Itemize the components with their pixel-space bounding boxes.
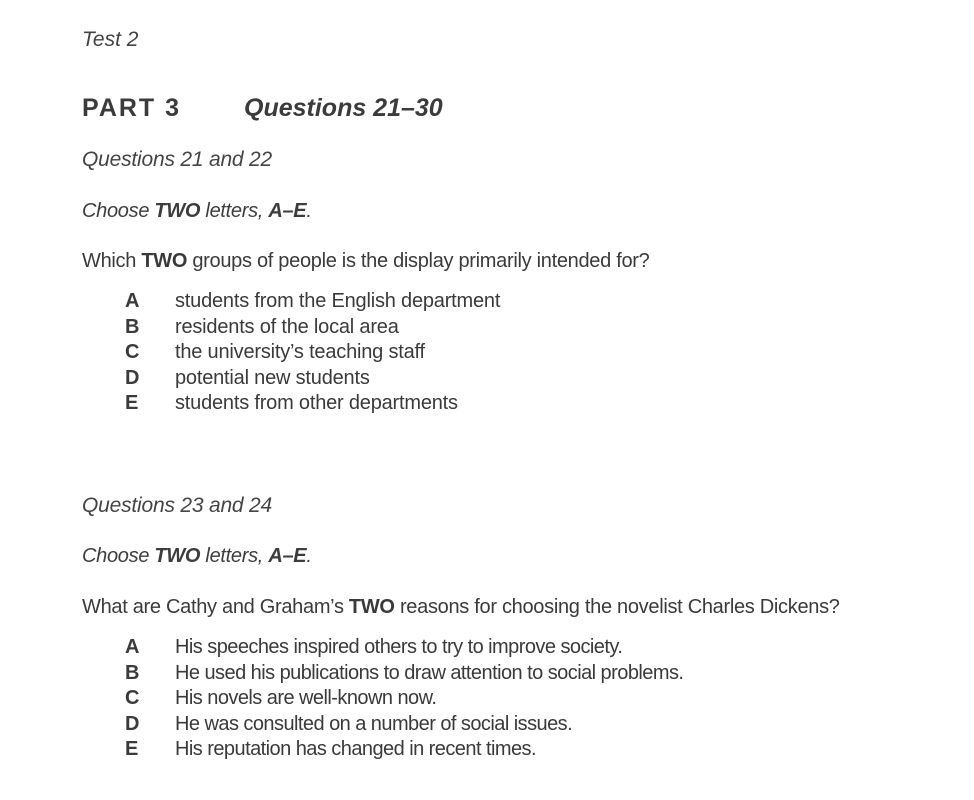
option-letter: B [125, 315, 140, 338]
option-letter: C [125, 687, 140, 709]
option-text: students from the English department [175, 290, 501, 312]
answer-option-c[interactable] [125, 340, 500, 366]
answer-option-e[interactable] [125, 391, 500, 417]
option-letter: A [125, 290, 140, 312]
answer-option-e[interactable] [125, 737, 683, 763]
option-letter: B [125, 661, 140, 684]
test-label: Test 2 [82, 28, 139, 51]
answer-options [125, 635, 683, 763]
option-text: His speeches inspired others to try to improve society. [175, 636, 623, 658]
option-text: residents of the local area [175, 315, 399, 338]
option-letter: D [125, 366, 140, 389]
answer-option-d[interactable] [125, 712, 683, 738]
section-instruction: Choose TWO letters, A–E. [82, 545, 312, 567]
section-instruction: Choose TWO letters, A–E. [82, 200, 312, 222]
option-text: the university’s teaching staff [175, 341, 425, 363]
answer-option-a[interactable] [125, 635, 683, 661]
option-text: students from other departments [175, 392, 458, 414]
section-heading: Questions 23 and 24 [82, 494, 273, 517]
answer-option-a[interactable] [125, 289, 500, 315]
option-text: His reputation has changed in recent times. [175, 738, 537, 760]
question-prompt: What are Cathy and Graham’s TWO reasons for choosing the novelist Charles Dickens? [82, 596, 840, 618]
option-letter: D [125, 712, 140, 735]
option-text: His novels are well-known now. [175, 687, 437, 709]
answer-option-b[interactable] [125, 661, 683, 687]
option-letter: E [125, 392, 139, 414]
answer-option-b[interactable] [125, 315, 500, 341]
option-text: He used his publications to draw attention to social problems. [175, 661, 684, 684]
part-title: PART 3 [82, 94, 182, 122]
answer-option-d[interactable] [125, 366, 500, 392]
option-text: He was consulted on a number of social issues. [175, 712, 573, 735]
option-text: potential new students [175, 366, 370, 389]
question-prompt: Which TWO groups of people is the display primarily intended for? [82, 250, 650, 272]
option-letter: A [125, 636, 140, 658]
part-question-range: Questions 21–30 [244, 94, 443, 122]
option-letter: C [125, 341, 140, 363]
option-letter: E [125, 738, 139, 760]
section-heading: Questions 21 and 22 [82, 148, 273, 171]
answer-options [125, 289, 500, 417]
answer-option-c[interactable] [125, 686, 683, 712]
